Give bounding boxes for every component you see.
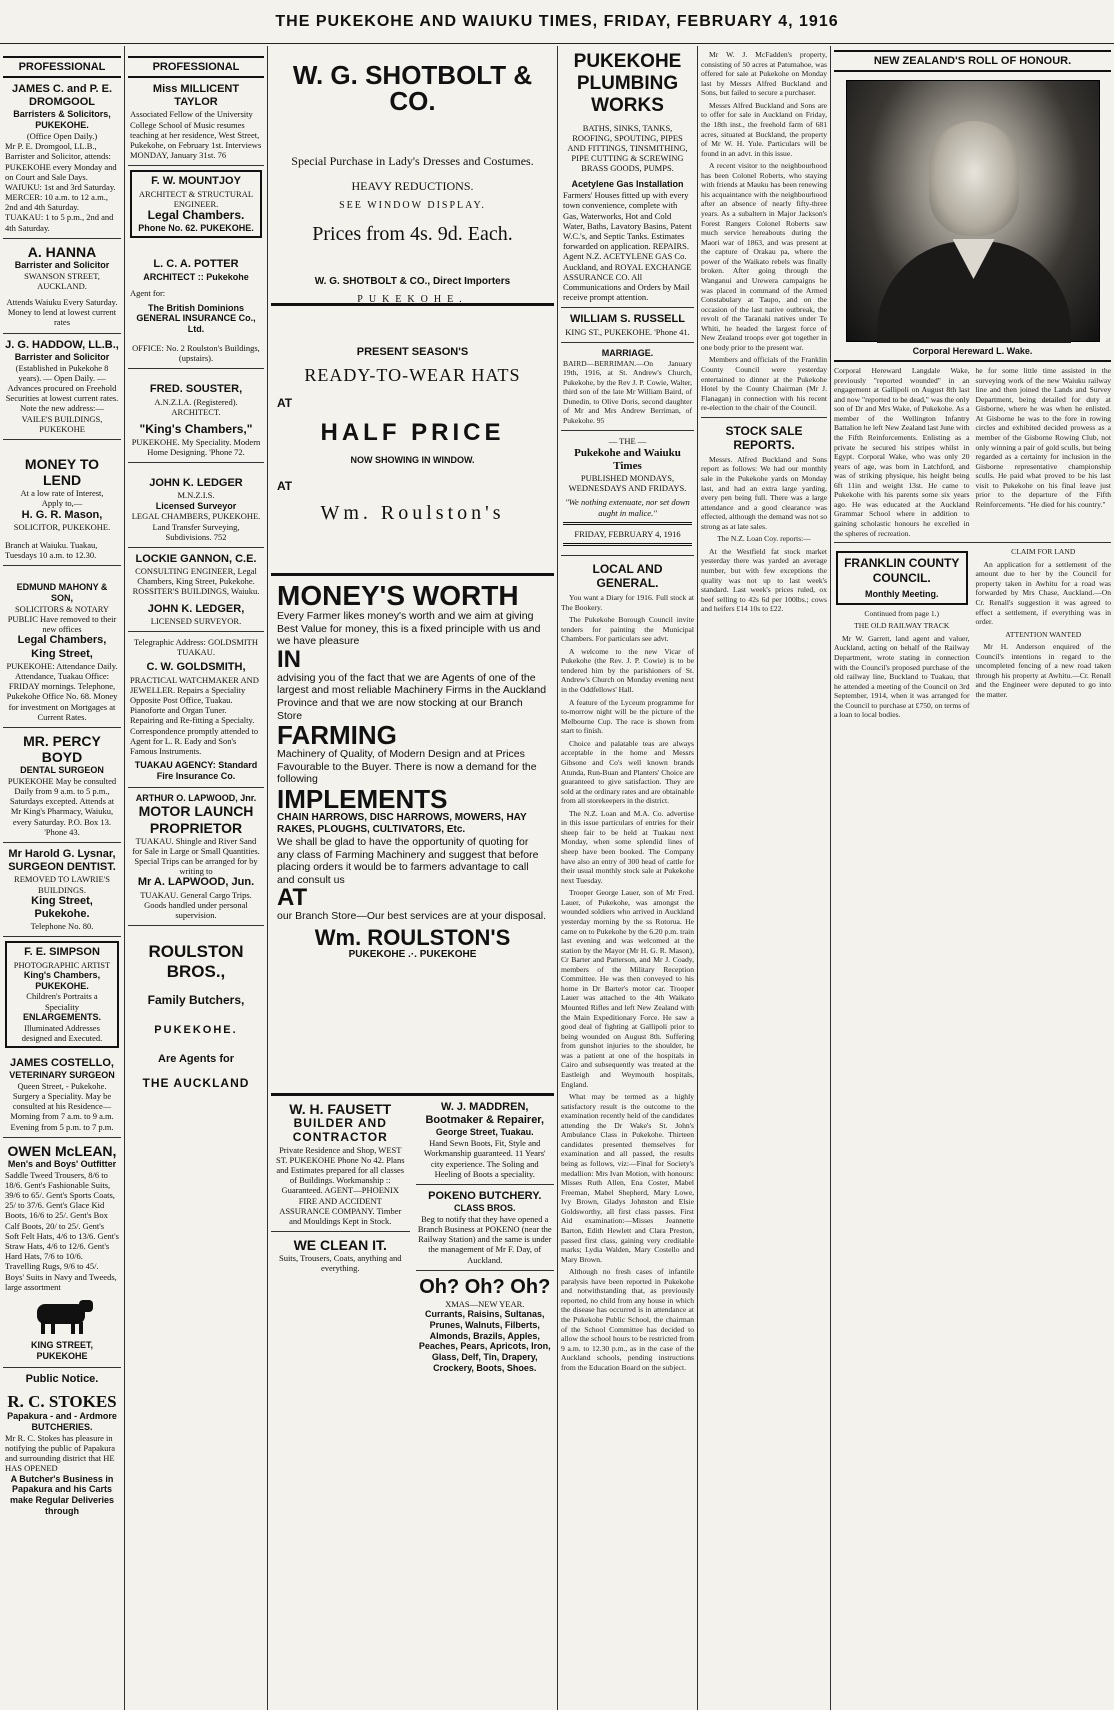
pokeno-card	[416, 1185, 555, 1271]
card-text: Are Agents for	[158, 1052, 234, 1065]
paragraph: Trooper George Lauer, son of Mr Fred. Lauer, of Pukekohe, was amongst the wounded soldiers who arrived in Auckland yesterday morning by the ss Rotorua. He came on to Pukekohe by the 6.20 p.m. train last evening and was welcomed at the station by the Mayor (Mr H. G. R. Mason), Cr Barter and Patterson, and Mr J. Coady, members of the Military Reception Committee. He was then conveyed to his home in Dr Barter's motor car. Trooper Lauer was attached to the 4th Waikato Mounted Rifles and left New Zealand with the Main Expeditionary Force. He saw a good deal of fighting at Gallipoli prior to being wounded on August 8th. Suffering from gunshot injuries to the shoulder, he was a patient at one of the hospitals in Cairo and subsequently was treated at the Eastleigh and Weymouth hospitals, England.	[561, 888, 694, 1089]
card-text: The British Dominions GENERAL INSURANCE Co., Ltd.	[136, 302, 256, 335]
card-text: LICENSED SURVEYOR.	[150, 615, 242, 626]
card-name: WILLIAM S. RUSSELL	[570, 313, 685, 326]
card-text: Mr P. E. Dromgool, LL.B., Barrister and Solicitor, attends: PUKEKOHE every Monday and on Court and Sale Days. WAIUKU: 1st and 3rd Saturday. MERCER: 10 a.m. to 12 a.m., 2nd and 4th Saturday. TUAKAU: 1 to 5 p.m., 2nd and 4th Saturday.	[5, 141, 117, 233]
card-name: LOCKIE GANNON, C.E.	[135, 552, 257, 565]
faussett-card	[271, 1096, 410, 1232]
card-name: Pukekohe and Waiuku Times	[574, 446, 681, 472]
franklin-heading-box	[836, 551, 968, 605]
card-place: "King's Chambers,"	[139, 421, 253, 436]
column-plumbing-local	[558, 46, 698, 1710]
card-title: Men's and Boys' Outfitter	[7, 1158, 117, 1169]
masthead	[0, 0, 1114, 44]
card-name: JAMES C. and P. E. DROMGOOL	[11, 83, 113, 109]
paper-masthead	[561, 431, 694, 556]
card-name: F. E. SIMPSON	[24, 946, 100, 959]
card-text: Phone No. 62. PUKEKOHE.	[138, 222, 254, 233]
paragraph: Messrs. Alfred Buckland and Sons report as follows: We had our monthly sale in the Pukekohe yards on Monday last, and had an extra large yarding, every pen being full. There was a large attendance and a good clearance was effected, although the demand was not so strong as at late sales.	[701, 454, 827, 531]
soldier-portrait-photo	[846, 80, 1100, 342]
paragraph: Mr W. J. McFadden's property, consisting of 50 acres at Patumahoe, was offered for sale at Pukekohe on Monday last by Messrs Alfred Buckland and Sons, but failed to secure a purchaser.	[701, 50, 827, 98]
card-title: VETERINARY SURGEON	[9, 1070, 115, 1081]
card-text: PUKEKOHE. My Speciality. Modern Home Designing. 'Phone 72.	[131, 436, 261, 457]
card-role: SOLICITOR, PUKEKOHE.	[13, 521, 111, 532]
stock-sale-heading: STOCK SALE REPORTS.	[725, 423, 803, 452]
card-name: MARRIAGE.	[601, 347, 654, 358]
paragraph: Continued from page 1.)	[864, 608, 940, 618]
card-text: THE AUCKLAND	[142, 1076, 250, 1090]
card-text: Telegraphic Address: GOLDSMITH TUAKAU.	[133, 637, 259, 658]
card-addr: SWANSON STREET, AUCKLAND.	[24, 270, 100, 291]
masthead-title: THE PUKEKOHE AND WAIUKU TIMES, FRIDAY, FEBRUARY 4, 1916	[275, 12, 839, 30]
card-text: A Butcher's Business in Papakura and his Carts make Regular Deliveries through	[9, 1473, 115, 1516]
haddow-card	[3, 334, 121, 440]
paragraph: he for some little time assisted in the surveying work of the new Waiuku railway line and then joined the Lands and Survey Department, being detailed for duty at Gisborne, where he was when he enlisted. At Gisborne he was to the fore in rowing circles and exhibited decided prowess as a member of the Gisborne Rowing Club, not only winning a pair of gold sculls, but being regarded as a certainty for inclusion in the Gisborne representative championship sculls. He paid what proved to be his last visit to Pukekohe on his final leave just prior to the departure of the Fifth Reinforcements. "He died for his country."	[975, 366, 1111, 509]
card-text: PUKEKOHE: Attendance Daily. Attendance, Tuakau Office: FRIDAY mornings. Telephone, Pukekohe Office No. 68. Money for investment on Mortgages at Current Rates.	[6, 660, 118, 722]
ad-text: advising you of the fact that we are Agents of one of the largest and most reliable Machinery Firms in the Auckland Province and that we are now stocking at our Branch Store	[277, 671, 547, 722]
wake-article	[834, 366, 1111, 538]
card-place: Legal Chambers.	[147, 207, 245, 222]
ad-title: W. G. SHOTBOLT & CO.	[292, 60, 533, 116]
card-name: FRED. SOUSTER,	[149, 383, 243, 396]
news-article	[701, 50, 827, 413]
paragraph: The N.Z. Loan Coy. reports:—	[717, 534, 811, 544]
card-text: Currants, Raisins, Sultanas, Prunes, Walnuts, Filberts, Almonds, Brazils, Apples, Peaches, Pears, Apricots, Iron, Glass, Delf, Tin, Drapery, Crockery, Boots, Shoes.	[418, 1309, 551, 1374]
card-title: Barrister and Solicitor	[14, 259, 110, 270]
hanna-card	[3, 239, 121, 334]
ad-text: CHAIN HARROWS, DISC HARROWS, MOWERS, HAY RAKES, PLOUGHS, CULTIVATORS, Etc.	[277, 811, 527, 835]
dromgool-card	[3, 78, 121, 239]
card-title: Barristers & Solicitors, PUKEKOHE.	[13, 109, 111, 131]
card-tel: Telephone No. 80.	[30, 921, 94, 932]
card-text: Attends Waiuku Every Saturday. Money to lend at lowest current rates	[6, 297, 118, 328]
card-title: MOTOR LAUNCH PROPRIETOR	[138, 803, 254, 836]
paragraph: A welcome to the new Vicar of Pukekohe (the Rev. J. P. Cowie) is to be tendered him by the parishioners of St. Andrew's Church on Monday evening next in the Oddfellows' Hall.	[561, 646, 694, 694]
card-text: Associated Fellow of the University College School of Music resumes teaching at her residence, West Street, Pukekohe, on February 1st. Interviews MONDAY, January 31st. 76	[130, 109, 262, 161]
franklin-council-article	[834, 547, 1111, 723]
card-place: King Street, Pukekohe.	[31, 894, 93, 920]
card-name: MONEY TO LEND	[24, 455, 100, 489]
card-text: BAIRD—BERRIMAN.—On January 19th, 1916, at St. Andrew's Church, Pukekohe, by the Rev J. P. Cowie, Walter, third son of the late Mr William Baird, of Dunedin, to Olive Doris, second daughter of Mr and Mrs Andrew Berriman, of Pukekohe. 95	[563, 358, 692, 425]
card-name: JAMES COSTELLO,	[10, 1056, 114, 1069]
card-name: L. C. A. POTTER	[153, 258, 239, 271]
card-text: ARCHITECT & STRUCTURAL ENGINEER.	[138, 188, 254, 209]
roll-of-honour-heading: NEW ZEALAND'S ROLL OF HONOUR.	[834, 50, 1111, 72]
paragraph: What may be termed as a highly satisfactory result is the outcome to the examination recently held of the candidates attending the Dr Wake's St. John's Ambulance Class in Pukekohe. Thirteen candidates presented themselves for examination and all passed, the results being as follows, viz:—Final for Society's medallion: Mrs Ivan Motion, with honours: Misses Ruth Allen, Ena Coster, Mabel Freeman, Mabel Shepherd, Mary Lowe, Ivy Brown, Gladys Johnston and Elsie Goldsworthy, all first class passes. First Aid examination:—Misses Jeannette Barton, Edith Hewlett and Clara Preston, passed first class, gaining very creditable marks; Lydia Walden, Mary Costello and Mary Brown.	[561, 1092, 694, 1264]
paragraph: The Pukekohe Borough Council invite tenders for painting the Municipal Chambers. For particulars see advt.	[561, 615, 694, 644]
card-text: ENLARGEMENTS.	[22, 1011, 101, 1022]
card-name: OWEN McLEAN,	[7, 1142, 117, 1159]
card-text: Family Butchers,	[147, 993, 245, 1008]
card-addr: KING STREET, PUKEKOHE	[30, 1339, 93, 1361]
card-place: Legal Chambers, King Street,	[17, 634, 107, 660]
ad-text: Special Purchase in Lady's Dresses and Costumes.	[291, 154, 534, 168]
card-place: George Street, Tuakau.	[435, 1127, 534, 1138]
card-name: Mr Harold G. Lysnar, SURGEON DENTIST.	[8, 848, 116, 874]
clean-card	[271, 1232, 410, 1278]
ad-text: SEE WINDOW DISPLAY.	[339, 200, 486, 211]
card-name: POKENO BUTCHERY.	[428, 1189, 542, 1202]
simpson-card	[5, 941, 119, 1048]
card-text: At a low rate of Interest,	[20, 488, 104, 499]
stock-sale-article	[701, 455, 827, 614]
card-title: Barrister and Solicitor	[14, 351, 110, 362]
card-name: A. HANNA	[27, 243, 97, 260]
card-name: F. W. MOUNTJOY	[151, 175, 241, 188]
card-text: Beg to notify that they have opened a Branch Business at POKENO (near the Railway Station) and the same is under the management of Mr F. Day, of Auckland.	[417, 1213, 552, 1265]
card-person: H. G. R. Mason,	[21, 508, 103, 521]
taylor-card	[128, 78, 264, 166]
card-person: Mr A. LAPWOOD, Jun.	[137, 876, 255, 889]
paragraph: At the Westfield fat stock market yesterday there was yarded an average number, but with few exceptions the quality was not up to last week's standard. Last week's prices ruled, ox beef selling to 42s 6d per 100lbs.; cows and heifers £14 10s to £22.	[701, 546, 827, 614]
card-text: Suits, Trousers, Coats, anything and everything.	[278, 1253, 402, 1274]
card-text: PHOTOGRAPHIC ARTIST	[13, 959, 111, 970]
plumbing-ad	[561, 46, 694, 308]
ad-title: AT	[277, 884, 308, 912]
local-general-heading: LOCAL AND GENERAL.	[592, 561, 663, 590]
lapwood-card	[128, 788, 264, 926]
card-text: BATHS, SINKS, TANKS, ROOFING, SPOUTING, PIPES AND FITTINGS, TINSMITHING, PIPE CUTTING & SCREWING BRASS GOODS, PUMPS.	[567, 122, 688, 174]
paragraph: A feature of the Lyceum programme for to-morrow night will be the picture of the Melbourne Cup. The race is shown from start to finish.	[561, 697, 694, 736]
card-name: WE CLEAN IT.	[293, 1237, 387, 1254]
card-text: Agent for:	[130, 288, 166, 299]
card-name: MR. PERCY BOYD	[23, 732, 101, 766]
section-heading: PROFESSIONAL	[128, 56, 264, 78]
card-text: Saddle Tweed Trousers, 8/6 to 18/6. Gent's Fashionable Suits, 39/6 to 65/. Gent's Sports Coats, 25/ to 37/6. Gent's Glace Kid Boots, 16/6 to 25/. Gent's Box Calf Boots, 20/ to 25/. Gent's Soft Felt Hats, 4/6 to 13/6. Gent's Straw Hats, 4/6 to 12/6. Gent's Hard Hats, 7/6 to 10/6. Travelling Rugs, 9/6 to 45/. Boys' Suits in Navy and Tweeds, large assortment	[5, 1169, 119, 1292]
card-name: ROULSTON BROS.,	[148, 942, 244, 981]
maddren-card	[416, 1096, 555, 1185]
roulston-bros-card	[128, 926, 264, 1095]
ad-text: READY-TO-WEAR HATS	[304, 365, 521, 386]
ad-text: Every Farmer likes money's worth and we aim at giving Best Value for money, this is a fixed principle with us and we have pleasure	[277, 610, 541, 648]
card-text: Children's Portraits a Speciality	[26, 991, 98, 1012]
ad-title: IN	[277, 645, 301, 673]
card-name: J. G. HADDOW, LL.B.,	[5, 338, 119, 351]
card-text: (Established in Pukekohe 8 years). — Open Daily. — Advances procured on Freehold Securities at lowest current rates. Note the new address:— VAILE'S BUILDINGS, PUKEKOHE	[5, 362, 119, 434]
ad-text: PUKEKOHE .·. PUKEKOHE	[348, 948, 477, 960]
ad-text: NOW SHOWING IN WINDOW.	[350, 454, 475, 465]
column-professional-1	[0, 46, 125, 1710]
card-title: CLASS BROS.	[453, 1203, 516, 1214]
paragraph: THE OLD RAILWAY TRACK	[854, 621, 950, 631]
card-text: Hand Sewn Boots, Fit, Style and Workmanship guaranteed. 11 Years' city experience. The Soling and Heeling of Boots a speciality.	[423, 1138, 546, 1179]
column-roll-of-honour	[831, 46, 1114, 1710]
ohoh-card	[416, 1271, 555, 1379]
public-notice-card	[3, 1368, 121, 1522]
local-general-article	[561, 593, 694, 1372]
costello-card	[3, 1052, 121, 1138]
article-text	[834, 609, 970, 720]
marriage-notice	[561, 343, 694, 432]
card-title: DENTAL SURGEON	[20, 765, 104, 776]
card-name: Oh? Oh? Oh?	[419, 1275, 551, 1298]
card-text: Queen Street, - Pukekohe. Surgery a Speciality. May be consulted at his Residence— Morning from 7 a.m. to 9 a.m. Evening from 5 p.m. to 7 p.m.	[10, 1080, 114, 1132]
card-text: PUBLISHED MONDAYS, WEDNESDAYS AND FRIDAYS.	[568, 473, 687, 494]
card-text: — THE —	[608, 436, 647, 447]
ad-text: AT	[277, 396, 293, 411]
card-title: BUILDER AND CONTRACTOR	[292, 1116, 388, 1144]
ad-text: We shall be glad to have the opportunity of quoting for any class of Farming Machinery and suggest that before placing orders it would be to farmers advantage to call and consult us	[277, 835, 539, 886]
card-title: Acetylene Gas Installation	[571, 179, 684, 190]
paragraph: An application for a settlement of the amount due to her by the Council for property taken in Awhitu for a road was forwarded by Mrs Chase, Auckland.—On Cr. Renall's suggestion it was agreed to effect a settlement, if everything was in order.	[975, 559, 1111, 627]
card-text: Illuminated Addresses designed and Executed.	[21, 1022, 103, 1043]
mountjoy-card	[130, 170, 262, 238]
potter-card	[128, 242, 264, 369]
card-name: PUKEKOHE PLUMBING WORKS	[573, 51, 682, 116]
card-motto: "We nothing extenuate, nor set down aught in malice."	[565, 497, 690, 518]
card-text: TUAKAU. Shingle and River Sand for Sale in Large or Small Quantities. Special Trips can be arranged for by writing to	[132, 835, 260, 877]
paragraph: Members and officials of the Franklin County Council were yesterday entertained to dinner at the Pukekohe Hotel by the County Chairman (Mr J. Flanagan) in connection with his recent re-election to the chair of the Council.	[701, 355, 827, 413]
ad-text: AT	[277, 479, 293, 494]
card-note: (Office Open Daily.)	[26, 130, 98, 141]
card-title: ARCHITECT :: Pukekohe	[143, 271, 249, 282]
paragraph: Although no fresh cases of infantile paralysis have been reported in Pukekohe and notwithstanding that, as previously reported, no child from any house in which the disease has occurred is in attendance at the Pukekohe Public School, the chairman of the School Committee has decided to allow the school hours to be restricted from 9 a.m. to 12.30 p.m., as in the case of the Auckland schools, pending instructions from the Education Board on the subject.	[561, 1267, 694, 1372]
card-text: Mr R. C. Stokes has pleasure in notifying the public of Papakura and surrounding district that HE HAS OPENED	[5, 1432, 116, 1474]
card-place: King's Chambers, PUKEKOHE.	[23, 969, 101, 991]
card-text: XMAS—NEW YEAR.	[445, 1298, 525, 1309]
card-title: Papakura - and - Ardmore BUTCHERIES.	[7, 1411, 117, 1433]
card-name: W. H. FAUSETT	[289, 1101, 392, 1117]
card-text: Apply to,—	[41, 498, 83, 509]
paragraph: Messrs Alfred Buckland and Sons are to offer for sale in Auckland on Friday, the 18th inst., the freehold farm of 681 acres, situated at Buckland, the property of Mr W. H. Yule. Particulars will be found in an advt. in this issue.	[701, 100, 827, 158]
paragraph: ATTENTION WANTED	[1005, 629, 1082, 639]
card-name: JOHN K. LEDGER,	[147, 602, 245, 615]
ad-text: Machinery of Quality, of Modern Design and at Prices Favourable to the Buyer. There is now a demand for the following	[277, 748, 537, 786]
ad-text: HEAVY REDUCTIONS.	[351, 179, 474, 193]
moneys-worth-ad	[271, 576, 554, 1096]
photo-caption: Corporal Hereward L. Wake.	[834, 346, 1111, 362]
ad-title: IMPLEMENTS	[277, 783, 448, 814]
ad-title: FARMING	[277, 720, 397, 751]
card-text: PUKEKOHE.	[154, 1023, 238, 1036]
money-to-lend-card	[3, 440, 121, 566]
mahony-card	[3, 566, 121, 728]
souster-card	[128, 369, 264, 463]
card-name: ARTHUR O. LAPWOOD, Jnr.	[135, 792, 257, 803]
card-text: OFFICE: No. 2 Roulston's Buildings, (upstairs).	[132, 343, 260, 364]
card-text: TUAKAU. General Cargo Trips. Goods handled under personal supervision.	[140, 889, 252, 920]
card-text: Private Residence and Shop, WEST ST. PUKEKOHE Phone No 42. Plans and Estimates prepared for all classes of Buildings. Workmanship :: Guaranteed. AGENT—PHOENIX FIRE AND ACCIDENT ASSURANCE COMPANY. Timber and Mouldings Kept in Stock.	[275, 1144, 405, 1226]
ledger-card	[128, 463, 264, 548]
article-heading: FRANKLIN COUNTY COUNCIL.	[844, 556, 960, 585]
card-person: R. C. STOKES	[7, 1391, 117, 1411]
bull-icon	[27, 1296, 97, 1336]
ad-text: our Branch Store—Our best services are at your disposal.	[277, 910, 547, 923]
card-text: PRACTICAL WATCHMAKER AND JEWELLER. Repairs a Speciality Opposite Post Office, Tuakau. Pianoforte and Organ Tuner. Repairing and Re-fitting a Specialty. Correspondence promptly attended to Agent for L. R. Eady and Son's Famous Instruments.	[130, 674, 259, 756]
card-date: FRIDAY, FEBRUARY 4, 1916	[574, 528, 681, 539]
hats-ad	[271, 306, 554, 576]
section-heading: PROFESSIONAL	[3, 56, 121, 78]
card-text: SOLICITORS & NOTARY PUBLIC Have removed to their new offices	[7, 603, 117, 635]
card-name: W. J. MADDREN,	[441, 1101, 529, 1113]
card-text: Farmers' Houses fitted up with every town convenience, complete with Gas, Waterworks, Hot and Cold Water, Baths, Lavatory Basins, Patent W.C.'s, and Septic Tanks. Estimates forwarded on application. REPAIRS. Agent N.Z. ACETYLENE GAS Co. Auckland, and ROYAL EXCHANGE ASSURANCE CO. All Communications and Orders by Mail receive prompt attention.	[563, 190, 692, 303]
card-name: Miss MILLICENT TAYLOR	[152, 83, 240, 109]
newspaper-page	[0, 46, 1114, 1710]
card-name: EDMUND MAHONY & SON,	[16, 582, 108, 604]
card-name: JOHN K. LEDGER	[149, 477, 243, 490]
paragraph: CLAIM FOR LAND	[1011, 547, 1076, 557]
card-text: KING ST., PUKEKOHE. 'Phone 41.	[565, 326, 690, 337]
ad-text: HALF PRICE	[320, 418, 505, 446]
ad-text: W. G. SHOTBOLT & CO., Direct Importers	[314, 276, 511, 287]
shotbolt-ad	[271, 46, 554, 306]
paragraph: Mr H. Anderson enquired of the Council's intentions in regard to the uncompleted fencing of a new road taken through his property at Awhitu.—Cr. Renall and the Engineer were deputed to go into the matter.	[975, 642, 1111, 699]
small-ads-grid	[271, 1096, 554, 1379]
column-news	[698, 46, 831, 1710]
ad-text: Wm. Roulston's	[320, 501, 505, 524]
ad-title: Wm. ROULSTON'S	[314, 924, 511, 950]
paragraph: Choice and palatable teas are always acceptable in the home and Messrs Gibsone and Co's well known brands Atunda, Run-Buan and Planters' Choice are guaranteed to give satisfaction. They are sold at the ordinary rates and are obtainable from all storekeepers in the district.	[561, 738, 694, 806]
ad-title: MONEY'S WORTH	[277, 580, 519, 611]
card-text: Branch at Waiuku. Tuakau, Tuesdays 10 a.m. to 12.30.	[5, 539, 98, 561]
paragraph: Corporal Hereward Langdale Wake, previously "reported wounded" in an engagement at Gallipoli on August 8th last and now "reported to be dead," was the only son of Dr and Mrs Wake, of Pukekohe. As a member of the Wellington Infantry Battalion he left New Zealand last June with the Fifth Reinforcements. Enlisting as a private he secured his stripes whilst in Egypt. Corporal Wake, who was only 20 years of age, was born in Latchford, and was of striking physique, his height being 6ft 11in and weight 13st. He came to Pukekohe with his parents some six years ago. He was educated at the Auckland Grammar School where in addition to gaining scholastic honours he excelled in the spheres of recreation.	[834, 366, 970, 538]
ad-text: Prices from 4s. 9d. Each.	[312, 223, 513, 245]
card-name: Public Notice.	[25, 1372, 99, 1385]
article-subheading: Monthly Meeting.	[865, 588, 939, 599]
goldsmith-card	[128, 632, 264, 788]
column-advertisements	[268, 46, 558, 1710]
card-title: Licensed Surveyor	[155, 500, 237, 511]
card-text: CONSULTING ENGINEER, Legal Chambers, King Street, Pukekohe. ROSSITER'S BUILDINGS, Waiuku.	[132, 566, 260, 597]
column-professional-2	[125, 46, 268, 1710]
card-text: TUAKAU AGENCY: Standard Fire Insurance Co.	[134, 760, 258, 781]
card-text: M.N.Z.I.S.	[177, 490, 215, 501]
card-text: REMOVED TO LAWRIE'S BUILDINGS.	[14, 874, 110, 895]
ad-text: PUKEKOHE.	[357, 294, 468, 305]
card-text: LEGAL CHAMBERS, PUKEKOHE. Land Transfer Surveying, Subdivisions. 752	[131, 511, 261, 542]
paragraph: The N.Z. Loan and M.A. Co. advertise in this issue particulars of entries for their sheep fair to be held at Tuakau next Monday, when some splendid lines of sheep have been booked. The Company have also an entry of 300 head of cattle for their usual monthly stock sale at Pukekohe next Tuesday.	[561, 808, 694, 885]
card-name: C. W. GOLDSMITH,	[146, 661, 246, 674]
ad-text: PRESENT SEASON'S	[356, 346, 469, 358]
gannon-card	[128, 548, 264, 632]
article-text	[976, 547, 1112, 723]
paragraph: A recent visitor to the neighbourhood has been Colonel Roberts, who staying with friends at Mauku has been renewing his acquaintance with the neighbourhood after an absence of nearly fifty-three years. As a subaltern in Major Jackson's Forest Rangers Colonel Roberts saw much service hereabouts during the Maori war of 1863, and was present at the capture of Orakau pa, where the power of the Waikato rebels was finally broken. After going through the Wanganui and Urewera campaigns he was placed in command of the Armed Constabulary at Taupo, and on the occasion of the last native outbreak, the revolt of the Taranaki natives under Te Whiti, he headed the largest force of New Zealand troops ever got together in one body prior to the present war.	[701, 161, 827, 352]
card-title: Bootmaker & Repairer,	[425, 1114, 545, 1127]
mclean-card	[3, 1138, 121, 1368]
boyd-card	[3, 728, 121, 843]
lysnar-card	[3, 843, 121, 937]
card-text: PUKEKOHE May be consulted Daily from 9 a.m. to 5 p.m., Saturdays excepted. Attends at Mr King's Pharmacy, Waiuku, every Saturday. P.O. Box 13. 'Phone 43.	[7, 775, 117, 837]
card-text: A.N.Z.I.A. (Registered). ARCHITECT.	[154, 396, 238, 417]
paragraph: Mr W. Garrett, land agent and valuer, Auckland, acting on behalf of the Railway Department, wrote stating in connection with the Council's proposed purchase of the old railway line, Buckland to Tuakau, that he attended a meeting of the Council on 3rd September, 1914, when it was arranged for the Council to purchase at £750, on terms of a loan to local bodies.	[834, 633, 970, 720]
russell-card	[561, 308, 694, 342]
paragraph: You want a Diary for 1916. Full stock at The Bookery.	[561, 592, 694, 612]
